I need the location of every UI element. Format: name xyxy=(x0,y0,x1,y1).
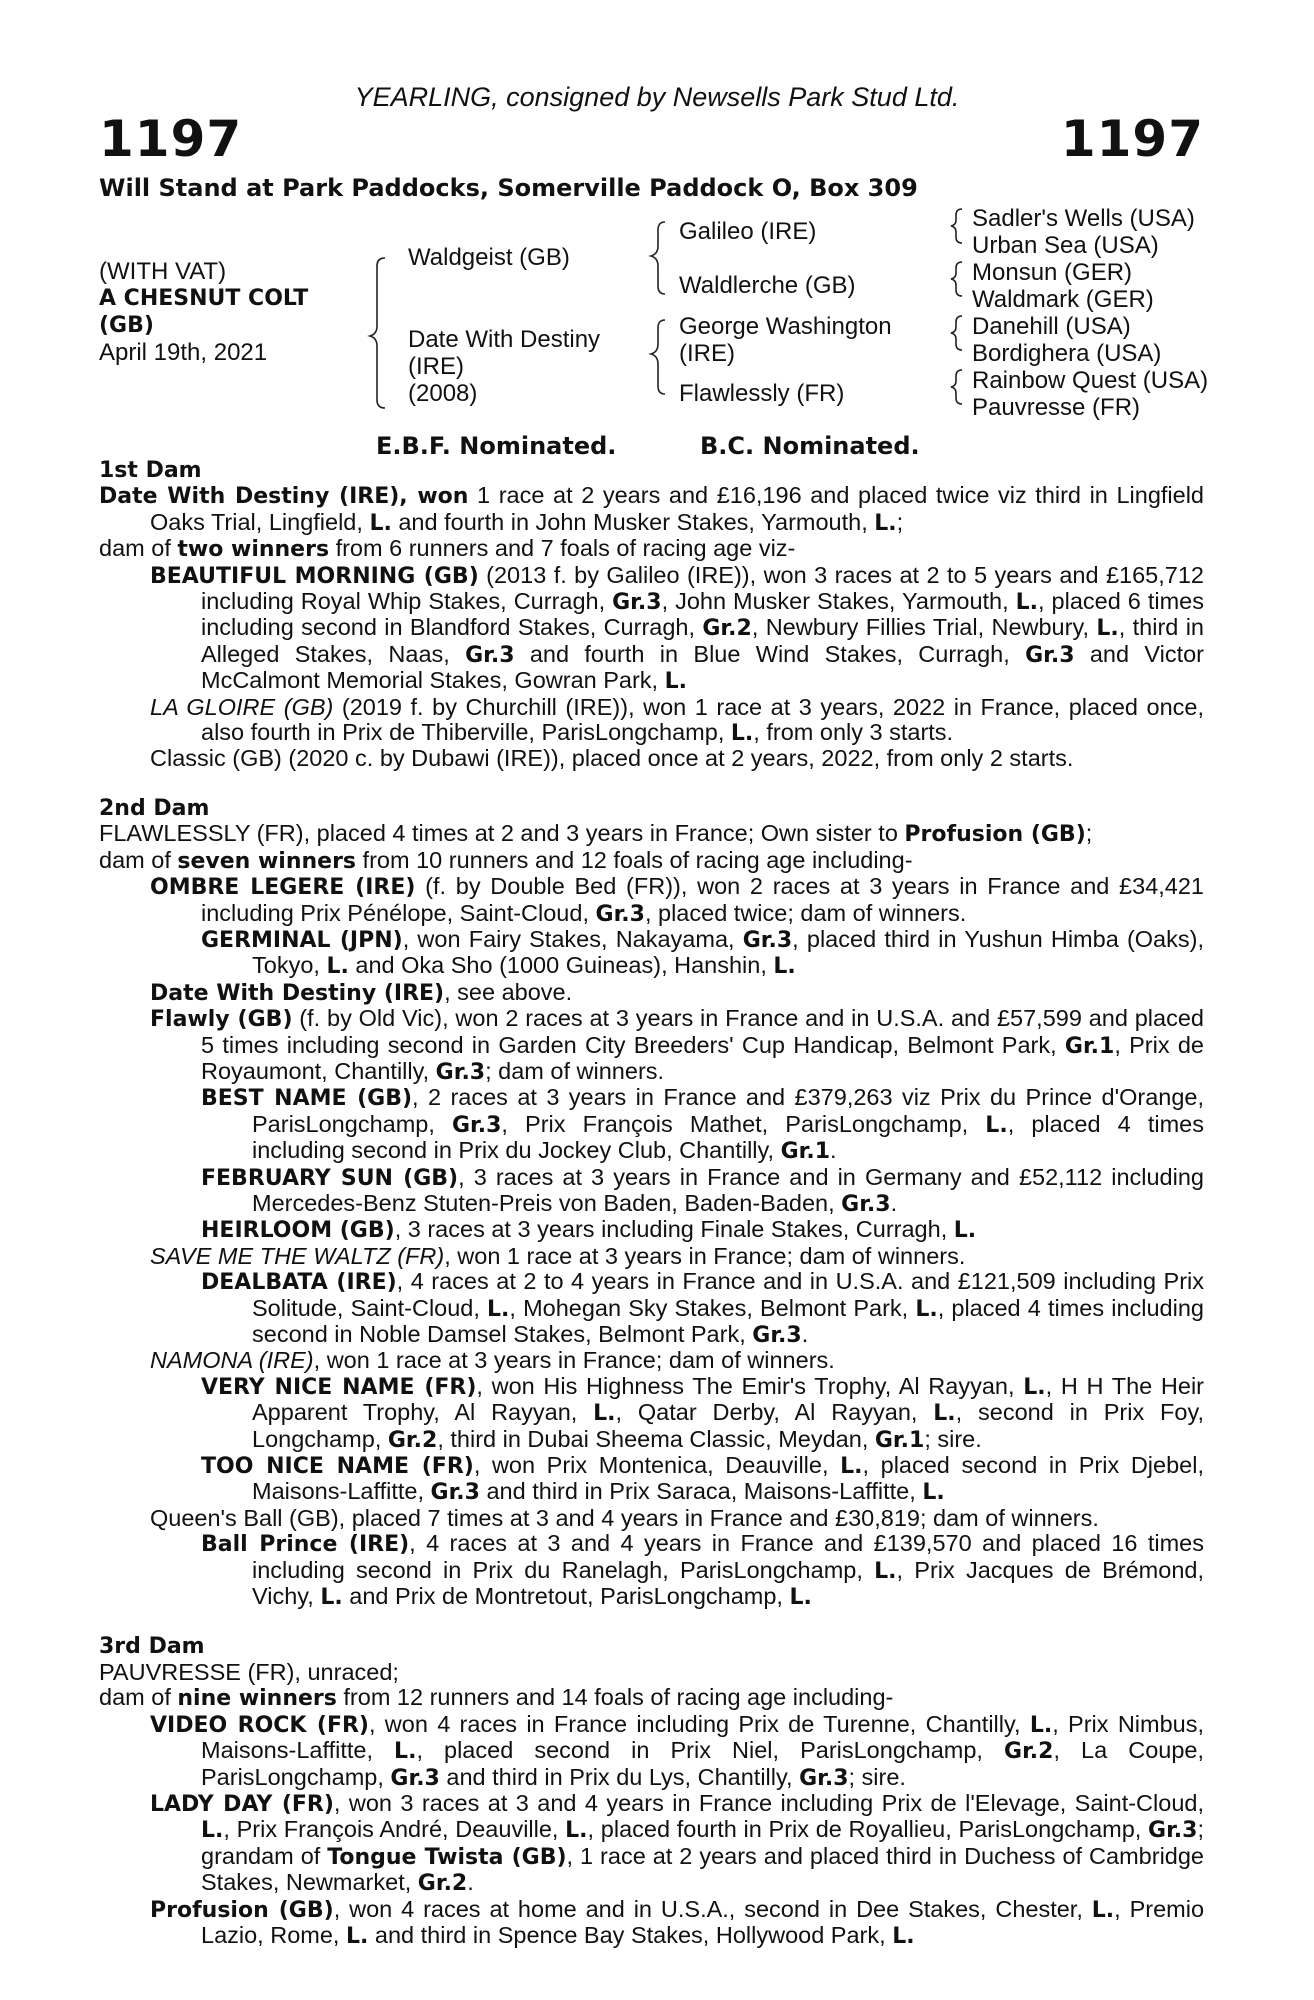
produce-heirloom: HEIRLOOM (GB), 3 races at 3 years including Finale Stakes, Curragh, L. xyxy=(201,1216,977,1244)
horse-origin: (GB) xyxy=(99,313,154,338)
dam-name-line2: (IRE) xyxy=(408,353,464,380)
dam-produce-summary: dam of two winners from 6 runners and 7 foals of racing age viz- xyxy=(99,535,796,563)
vat-label: (WITH VAT) xyxy=(99,258,227,285)
produce-la-gloire: LA GLOIRE (GB) (2019 f. by Churchill (IRE)), won 1 race at 3 years, 2022 in France, placed once, also fourth in Prix de Thiberville, ParisLongchamp, L., from only 3 starts. xyxy=(150,693,1205,747)
dam-year: (2008) xyxy=(408,380,478,407)
gg-sds: Monsun (GER) xyxy=(972,259,1133,286)
sale-header: YEARLING, consigned by Newsells Park Stud Ltd. xyxy=(354,82,960,112)
gg-dss: Danehill (USA) xyxy=(972,313,1131,340)
lot-number-left: 1197 xyxy=(99,110,243,168)
produce-classic: Classic (GB) (2020 c. by Dubawi (IRE)), placed once at 2 years, 2022, from only 2 starts. xyxy=(150,745,1074,772)
gg-dds: Rainbow Quest (USA) xyxy=(972,367,1209,394)
dam-sire-line2: (IRE) xyxy=(679,340,735,367)
first-dam-heading: 1st Dam xyxy=(99,458,202,483)
second-dam-produce-summary: dam of seven winners from 10 runners and 12 foals of racing age including- xyxy=(99,846,913,874)
sire-sire: Galileo (IRE) xyxy=(679,218,817,245)
produce-namona: NAMONA (IRE), won 1 race at 3 years in France; dam of winners. xyxy=(150,1347,835,1374)
stand-location: Will Stand at Park Paddocks, Somerville Paddock O, Box 309 xyxy=(99,174,918,202)
dam-sire xyxy=(679,313,892,367)
gg-ssd: Urban Sea (USA) xyxy=(972,232,1159,259)
bc-nomination: B.C. Nominated. xyxy=(700,432,920,460)
produce-ombre-legere: OMBRE LEGERE (IRE) (f. by Double Bed (FR)), won 2 races at 3 years in France and £34,421 including Prix Pénélope, Saint-Cloud, Gr.3, placed twice; dam of winners. xyxy=(150,873,1205,927)
gg-ddd: Pauvresse (FR) xyxy=(972,394,1141,421)
produce-too-nice-name: TOO NICE NAME (FR), won Prix Montenica, Deauville, L., placed second in Prix Djebel, Maisons-Laffitte, Gr.3 and third in Prix Saraca, Maisons-Laffitte, L. xyxy=(201,1452,1204,1506)
third-dam-produce-summary: dam of nine winners from 12 runners and 14 foals of racing age including- xyxy=(99,1684,894,1712)
produce-best-name: BEST NAME (GB), 2 races at 3 years in France and £379,263 viz Prix du Prince d'Orange, ParisLongchamp, Gr.3, Prix François Mathet, ParisLongchamp, L., placed 4 times including second in Prix du Jockey Club, Chantilly, Gr.1. xyxy=(201,1084,1205,1165)
ebf-nomination: E.B.F. Nominated. xyxy=(376,432,617,460)
dam-name-line1: Date With Destiny xyxy=(408,326,601,353)
gg-dsd: Bordighera (USA) xyxy=(972,340,1162,367)
produce-dealbata: DEALBATA (IRE), 4 races at 2 to 4 years in France and in U.S.A. and £121,509 including Prix Solitude, Saint-Cloud, L., Mohegan Sky Stakes, Belmont Park, L., placed 4 times including second in Noble Damsel Stakes, Belmont Park, Gr.3. xyxy=(201,1268,1204,1348)
produce-date-with-destiny: Date With Destiny (IRE), see above. xyxy=(150,978,573,1006)
gg-sdd: Waldmark (GER) xyxy=(972,286,1154,313)
second-dam-record: FLAWLESSLY (FR), placed 4 times at 2 and 3 years in France; Own sister to Profusion (GB); xyxy=(99,820,1093,848)
produce-video-rock: VIDEO ROCK (FR), won 4 races in France including Prix de Turenne, Chantilly, L., Prix Nimbus, Maisons-Laffitte, L., placed second in Prix Niel, ParisLongchamp, Gr.2, La Coupe, ParisLongchamp, Gr.3 and third in Prix du Lys, Chantilly, Gr.3; sire. xyxy=(150,1710,1205,1791)
horse-dob: April 19th, 2021 xyxy=(99,339,268,366)
lot-number-right: 1197 xyxy=(1060,110,1204,168)
sire-dam: Waldlerche (GB) xyxy=(679,272,856,299)
produce-germinal: GERMINAL (JPN), won Fairy Stakes, Nakayama, Gr.3, placed third in Yushun Himba (Oaks), Tokyo, L. and Oka Sho (1000 Guineas), Hanshin, L. xyxy=(201,925,1204,980)
produce-profusion: Profusion (GB), won 4 races at home and in U.S.A., second in Dee Stakes, Chester, L., Premio Lazio, Rome, L. and third in Spence Bay Stakes, Hollywood Park, L. xyxy=(150,1895,1205,1949)
dam-name xyxy=(408,326,600,407)
second-dam-heading: 2nd Dam xyxy=(99,795,210,821)
third-dam-record: PAUVRESSE (FR), unraced; xyxy=(99,1658,399,1685)
produce-save-me-the-waltz: SAVE ME THE WALTZ (FR), won 1 race at 3 years in France; dam of winners. xyxy=(150,1242,966,1269)
produce-ball-prince: Ball Prince (IRE), 4 races at 3 and 4 years in France and £139,570 and placed 16 times including second in Prix du Ranelagh, ParisLongchamp, L., Prix Jacques de Brémond, Vichy, L. and Prix de Montretout, ParisLongchamp, L. xyxy=(201,1530,1204,1611)
sire: Waldgeist (GB) xyxy=(408,244,570,271)
dam-record: Date With Destiny (IRE), won 1 race at 2 years and £16,196 and placed twice viz third in Lingfield Oaks Trial, Lingfield, L. and fourth in John Musker Stakes, Yarmouth, L.; xyxy=(99,482,1205,536)
gg-sss: Sadler's Wells (USA) xyxy=(972,205,1195,232)
third-dam-heading: 3rd Dam xyxy=(99,1634,205,1660)
produce-lady-day: LADY DAY (FR), won 3 races at 3 and 4 years in France including Prix de l'Elevage, Saint-Cloud, L., Prix François André, Deauville, L., placed fourth in Prix de Royallieu, ParisLongchamp, Gr.3; grandam of Tongue Twista (GB), 1 race at 2 years and placed third in Duchess of Cambridge Stakes, Newmarket, Gr.2. xyxy=(150,1789,1204,1897)
horse-name: A CHESNUT COLT xyxy=(99,286,309,311)
catalogue-text xyxy=(99,458,1204,1949)
produce-very-nice-name: VERY NICE NAME (FR), won His Highness The Emir's Trophy, Al Rayyan, L., H H The Heir Apparent Trophy, Al Rayyan, L., Qatar Derby, Al Rayyan, L., second in Prix Foy, Longchamp, Gr.2, third in Dubai Sheema Classic, Meydan, Gr.1; sire. xyxy=(201,1372,1204,1453)
dam-dam: Flawlessly (FR) xyxy=(679,380,845,407)
produce-flawly: Flawly (GB) (f. by Old Vic), won 2 races at 3 years in France and in U.S.A. and £57,599 and placed 5 times including second in Garden City Breeders' Cup Handicap, Belmont Park, Gr.1, Prix de Royaumont, Chantilly, Gr.3; dam of winners. xyxy=(150,1005,1204,1085)
produce-beautiful-morning: BEAUTIFUL MORNING (GB) (2013 f. by Galileo (IRE)), won 3 races at 2 to 5 years and £165,712 including Royal Whip Stakes, Curragh, Gr.3, John Musker Stakes, Yarmouth, L., placed 6 times including second in Blandford Stakes, Curragh, Gr.2, Newbury Fillies Trial, Newbury, L., third in Alleged Stakes, Naas, Gr.3 and fourth in Blue Wind Stakes, Curragh, Gr.3 and Victor McCalmont Memorial Stakes, Gowran Park, L. xyxy=(150,561,1204,695)
produce-queens-ball: Queen's Ball (GB), placed 7 times at 3 and 4 years in France and £30,819; dam of winners. xyxy=(150,1504,1099,1531)
produce-february-sun: FEBRUARY SUN (GB), 3 races at 3 years in France and in Germany and £52,112 including Mercedes-Benz Stuten-Preis von Baden, Baden-Baden, Gr.3. xyxy=(201,1163,1204,1217)
dam-sire-line1: George Washington xyxy=(679,313,892,340)
